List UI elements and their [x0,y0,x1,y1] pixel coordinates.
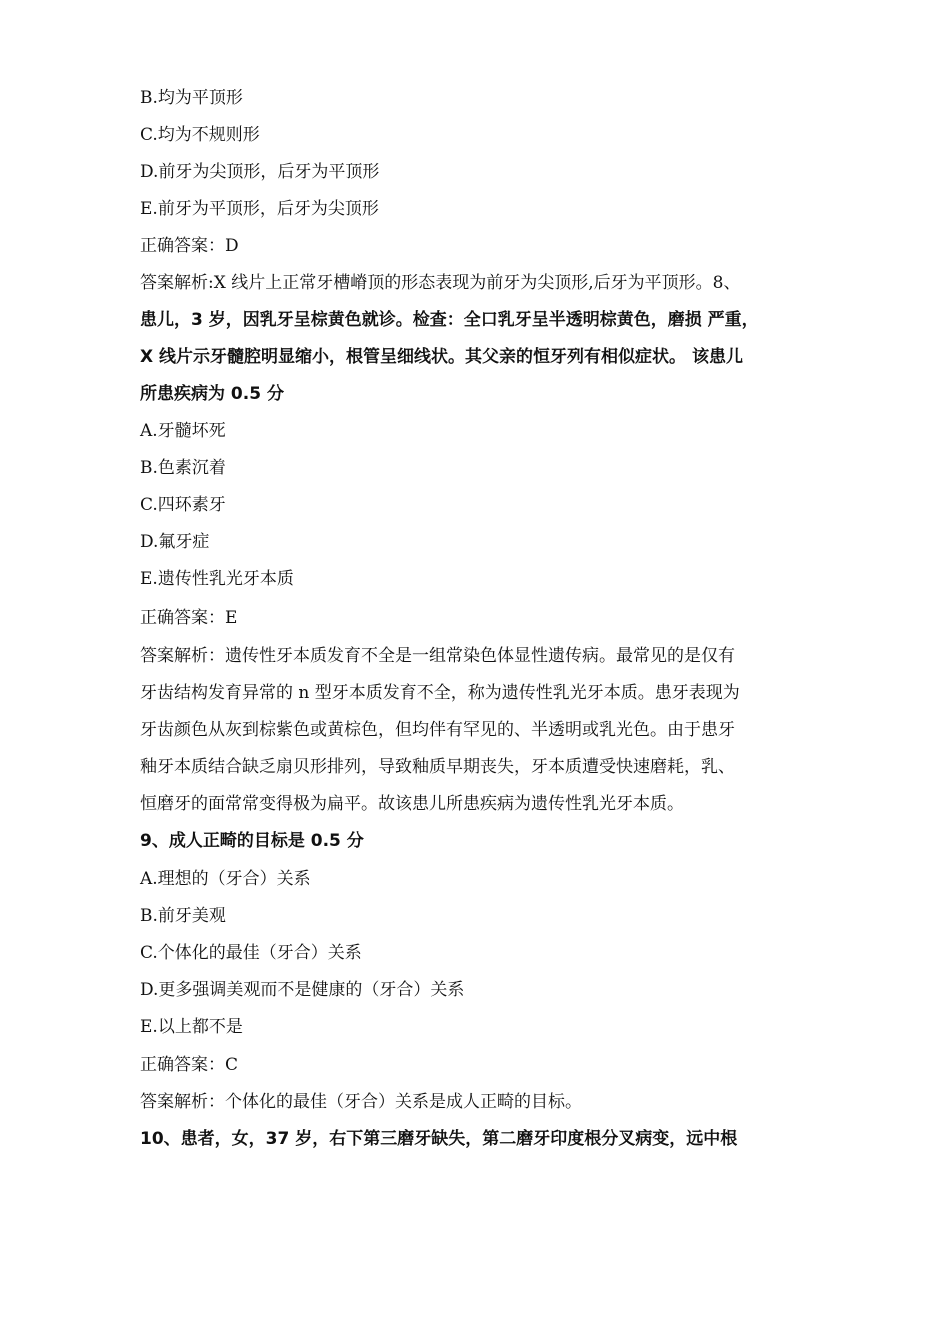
question-8-stem: X 线片示牙髓腔明显缩小，根管呈细线状。其父亲的恒牙列有相似症状。 该患儿 [140,347,743,367]
option-b: B.均为平顶形 [140,88,243,108]
answer-analysis: 牙齿结构发育异常的 n 型牙本质发育不全，称为遗传性乳光牙本质。患牙表现为 [140,683,740,703]
question-8-stem: 所患疾病为 0.5 分 [140,384,284,404]
question-8-stem: 患儿，3 岁，因乳牙呈棕黄色就诊。检查：全口乳牙呈半透明棕黄色，磨损 严重， [140,310,759,330]
answer-analysis: 牙齿颜色从灰到棕紫色或黄棕色，但均伴有罕见的、半透明或乳光色。由于患牙 [140,720,735,740]
option-e: E.以上都不是 [140,1017,243,1037]
option-d: D.前牙为尖顶形，后牙为平顶形 [140,162,380,182]
question-10-stem: 10、患者，女，37 岁，右下第三磨牙缺失，第二磨牙印度根分叉病变，远中根 [140,1129,738,1149]
option-b: B.前牙美观 [140,906,226,926]
option-a: A.理想的（牙合）关系 [140,869,311,889]
option-a: A.牙髓坏死 [140,421,226,441]
option-e: E.遗传性乳光牙本质 [140,569,294,589]
correct-answer: 正确答案：C [140,1055,239,1075]
question-9-stem: 9、成人正畸的目标是 0.5 分 [140,831,364,851]
option-c: C.均为不规则形 [140,125,260,145]
option-d: D.更多强调美观而不是健康的（牙合）关系 [140,980,465,1000]
answer-analysis: 答案解析：遗传性牙本质发育不全是一组常染色体显性遗传病。最常见的是仅有 [140,646,735,666]
answer-analysis: 釉牙本质结合缺乏扇贝形排列，导致釉质早期丧失，牙本质遭受快速磨耗，乳、 [140,757,735,777]
correct-answer: 正确答案：D [140,236,239,256]
answer-analysis: 答案解析:X 线片上正常牙槽嵴顶的形态表现为前牙为尖顶形,后牙为平顶形。8、 [140,273,741,293]
option-c: C.个体化的最佳（牙合）关系 [140,943,362,963]
option-d: D.氟牙症 [140,532,210,552]
option-c: C.四环素牙 [140,495,226,515]
answer-analysis: 答案解析：个体化的最佳（牙合）关系是成人正畸的目标。 [140,1092,582,1112]
option-b: B.色素沉着 [140,458,226,478]
correct-answer: 正确答案：E [140,608,238,628]
option-e: E.前牙为平顶形，后牙为尖顶形 [140,199,379,219]
answer-analysis: 恒磨牙的面常常变得极为扁平。故该患儿所患疾病为遗传性乳光牙本质。 [140,794,684,814]
